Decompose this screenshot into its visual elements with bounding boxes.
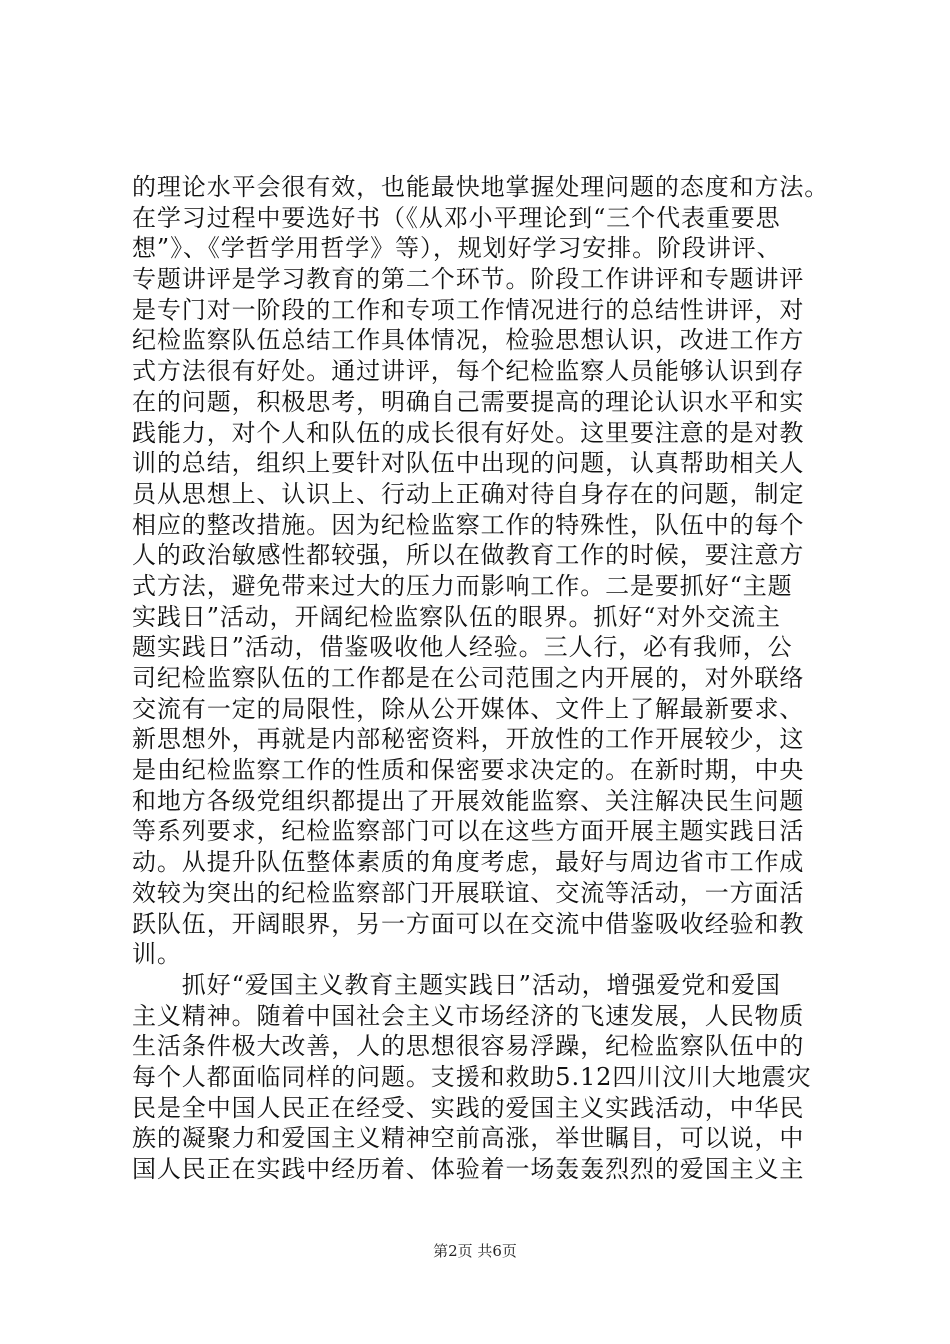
text-line: 司纪检监察队伍的工作都是在公司范围之内开展的，对外联络 bbox=[132, 664, 805, 692]
text-line: 想”》、《学哲学用哲学》等），规划好学习安排。阶段讲评、 bbox=[132, 234, 782, 263]
text-line: 主义精神。随着中国社会主义市场经济的飞速发展，人民物质 bbox=[132, 1001, 805, 1030]
text-line: 相应的整改措施。因为纪检监察工作的特殊性，队伍中的每个 bbox=[132, 510, 805, 539]
text-line: 效较为突出的纪检监察部门开展联谊、交流等活动，一方面活 bbox=[132, 878, 805, 907]
text-line: 的理论水平会很有效，也能最快地掌握处理问题的态度和方法。 bbox=[132, 173, 830, 201]
text-line: 人的政治敏感性都较强，所以在做教育工作的时候，要注意方 bbox=[132, 541, 805, 570]
text-line: 和地方各级党组织都提出了开展效能监察、关注解决民生问题 bbox=[132, 786, 805, 815]
text-line: 实践日”活动，开阔纪检监察队伍的眼界。抓好“对外交流主 bbox=[132, 602, 781, 631]
text-line: 式方法很有好处。通过讲评，每个纪检监察人员能够认识到存 bbox=[132, 357, 805, 386]
body-text bbox=[132, 172, 832, 1185]
text-line: 训。 bbox=[132, 940, 182, 969]
text-line: 交流有一定的局限性，除从公开媒体、文件上了解最新要求、 bbox=[132, 694, 805, 723]
paragraph-start-line: 抓好“爱国主义教育主题实践日”活动，增强爱党和爱国 bbox=[132, 970, 781, 999]
text-line: 是专门对一阶段的工作和专项工作情况进行的总结性讲评，对 bbox=[132, 295, 805, 324]
text-line: 纪检监察队伍总结工作具体情况，检验思想认识，改进工作方 bbox=[132, 326, 805, 355]
text-line: 动。从提升队伍整体素质的角度考虑，最好与周边省市工作成 bbox=[132, 848, 805, 877]
text-line: 践能力，对个人和队伍的成长很有好处。这里要注意的是对教 bbox=[132, 418, 805, 447]
text-line: 族的凝聚力和爱国主义精神空前高涨，举世瞩目，可以说，中 bbox=[132, 1124, 805, 1153]
text-line: 民是全中国人民正在经受、实践的爱国主义实践活动，中华民 bbox=[132, 1093, 805, 1122]
text-line: 国人民正在实践中经历着、体验着一场轰轰烈烈的爱国主义主 bbox=[132, 1155, 805, 1183]
text-line: 新思想外，再就是内部秘密资料，开放性的工作开展较少，这 bbox=[132, 725, 805, 754]
text-line: 训的总结，组织上要针对队伍中出现的问题，认真帮助相关人 bbox=[132, 449, 805, 478]
text-line: 每个人都面临同样的问题。支援和救助5.12四川汶川大地震灾 bbox=[132, 1062, 812, 1091]
text-line: 在的问题，积极思考，明确自己需要提高的理论认识水平和实 bbox=[132, 387, 805, 416]
text-line: 在学习过程中要选好书（《从邓小平理论到“三个代表重要思 bbox=[132, 203, 781, 232]
text-line: 员从思想上、认识上、行动上正确对待自身存在的问题，制定 bbox=[132, 479, 805, 508]
text-line: 式方法，避免带来过大的压力而影响工作。二是要抓好“主题 bbox=[132, 571, 793, 600]
text-line: 专题讲评是学习教育的第二个环节。阶段工作讲评和专题讲评 bbox=[132, 265, 805, 294]
text-line: 生活条件极大改善，人的思想很容易浮躁，纪检监察队伍中的 bbox=[132, 1032, 805, 1061]
text-line: 跃队伍，开阔眼界，另一方面可以在交流中借鉴吸收经验和教 bbox=[132, 909, 805, 938]
text-line: 等系列要求，纪检监察部门可以在这些方面开展主题实践日活 bbox=[132, 817, 805, 846]
page-number-footer: 第2页 共6页 bbox=[433, 1242, 517, 1260]
text-line: 题实践日”活动，借鉴吸收他人经验。三人行，必有我师，公 bbox=[132, 633, 793, 662]
text-line: 是由纪检监察工作的性质和保密要求决定的。在新时期，中央 bbox=[132, 756, 805, 785]
